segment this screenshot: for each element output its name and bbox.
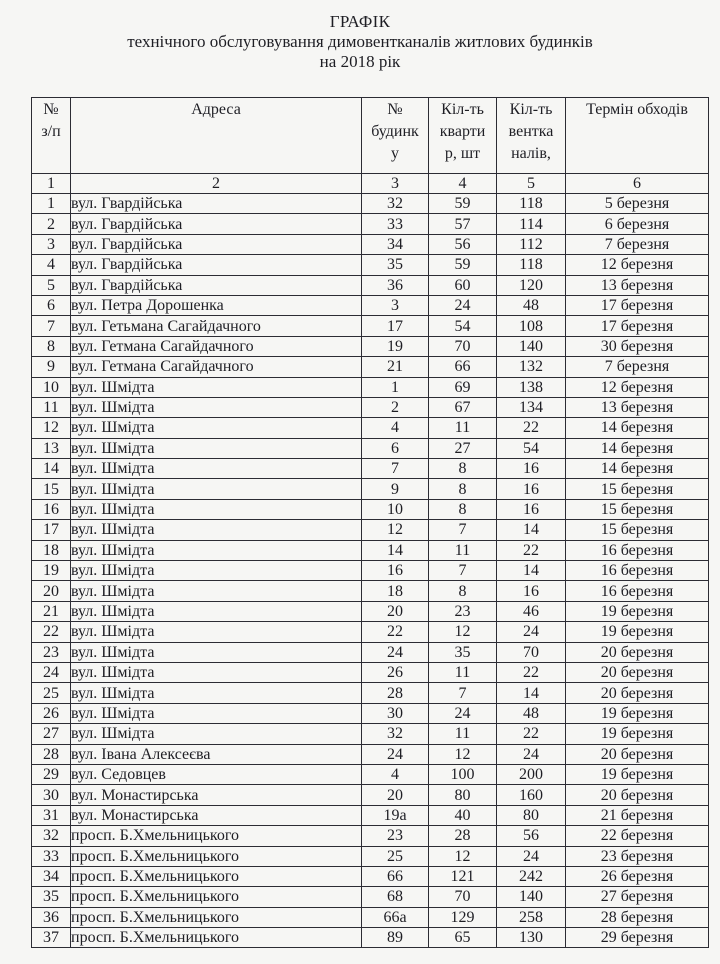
- row-number: 27: [32, 724, 71, 744]
- house-number-cell: 22: [362, 622, 429, 642]
- vent-channels-cell: 14: [497, 520, 566, 540]
- vent-channels-cell: 14: [497, 683, 566, 703]
- inspection-date-cell: 20 березня: [566, 662, 709, 682]
- row-number: 15: [32, 479, 71, 499]
- row-number: 25: [32, 683, 71, 703]
- row-number: 22: [32, 622, 71, 642]
- house-number-cell: 24: [362, 744, 429, 764]
- house-number-cell: 24: [362, 642, 429, 662]
- apartments-cell: 7: [429, 561, 497, 581]
- address-cell: вул. Гвардійська: [71, 214, 362, 234]
- vent-channels-cell: 130: [497, 928, 566, 948]
- apartments-cell: 11: [429, 662, 497, 682]
- address-cell: вул. Шмідта: [71, 397, 362, 417]
- house-number-cell: 30: [362, 703, 429, 723]
- address-cell: просп. Б.Хмельницького: [71, 826, 362, 846]
- apartments-cell: 7: [429, 683, 497, 703]
- row-number: 13: [32, 438, 71, 458]
- vent-channels-cell: 16: [497, 479, 566, 499]
- house-number-cell: 14: [362, 540, 429, 560]
- row-number: 2: [32, 214, 71, 234]
- inspection-date-cell: 26 березня: [566, 866, 709, 886]
- house-number-cell: 28: [362, 683, 429, 703]
- house-number-cell: 16: [362, 561, 429, 581]
- row-number: 8: [32, 336, 71, 356]
- column-number-row: [32, 174, 709, 194]
- house-number-cell: 3: [362, 295, 429, 315]
- apartments-cell: 69: [429, 377, 497, 397]
- house-number-cell: 4: [362, 764, 429, 784]
- header-text: налів,: [511, 145, 551, 162]
- column-number: 4: [429, 174, 497, 194]
- address-cell: вул. Монастирська: [71, 805, 362, 825]
- column-number: 2: [71, 174, 362, 194]
- table-row: [32, 683, 709, 703]
- vent-channels-cell: 24: [497, 744, 566, 764]
- column-number: 3: [362, 174, 429, 194]
- apartments-cell: 7: [429, 520, 497, 540]
- apartments-cell: 54: [429, 316, 497, 336]
- vent-channels-cell: 120: [497, 275, 566, 295]
- vent-channels-cell: 140: [497, 336, 566, 356]
- apartments-cell: 8: [429, 499, 497, 519]
- vent-channels-cell: 14: [497, 561, 566, 581]
- table-row: [32, 479, 709, 499]
- apartments-cell: 12: [429, 846, 497, 866]
- header-text: будинк: [371, 123, 419, 140]
- vent-channels-cell: 258: [497, 907, 566, 927]
- vent-channels-cell: 160: [497, 785, 566, 805]
- table-row: [32, 275, 709, 295]
- inspection-date-cell: 19 березня: [566, 764, 709, 784]
- vent-channels-cell: 24: [497, 622, 566, 642]
- table-row: [32, 785, 709, 805]
- house-number-cell: 23: [362, 826, 429, 846]
- house-number-cell: 4: [362, 418, 429, 438]
- vent-channels-cell: 48: [497, 295, 566, 315]
- apartments-cell: 65: [429, 928, 497, 948]
- address-cell: вул. Шмідта: [71, 540, 362, 560]
- header-text: №: [387, 101, 403, 118]
- apartments-cell: 24: [429, 295, 497, 315]
- table-row: [32, 295, 709, 315]
- document-title: ГРАФІК: [329, 12, 391, 31]
- house-number-cell: 32: [362, 724, 429, 744]
- apartments-cell: 12: [429, 622, 497, 642]
- apartments-cell: 35: [429, 642, 497, 662]
- inspection-date-cell: 30 березня: [566, 336, 709, 356]
- house-number-cell: 10: [362, 499, 429, 519]
- apartments-cell: 8: [429, 459, 497, 479]
- table-row: [32, 662, 709, 682]
- address-cell: вул. Шмідта: [71, 683, 362, 703]
- header-text: №: [43, 101, 59, 118]
- table-row: [32, 194, 709, 214]
- vent-channels-cell: 54: [497, 438, 566, 458]
- column-number: 6: [566, 174, 709, 194]
- inspection-date-cell: 19 березня: [566, 601, 709, 621]
- house-number-cell: 89: [362, 928, 429, 948]
- row-number: 1: [32, 194, 71, 214]
- inspection-date-cell: 13 березня: [566, 275, 709, 295]
- row-number: 31: [32, 805, 71, 825]
- inspection-date-cell: 12 березня: [566, 377, 709, 397]
- document-year: на 2018 рік: [319, 52, 401, 71]
- vent-channels-cell: 134: [497, 397, 566, 417]
- header-vent-channels: [497, 98, 566, 174]
- address-cell: вул. Шмідта: [71, 561, 362, 581]
- inspection-date-cell: 19 березня: [566, 622, 709, 642]
- apartments-cell: 11: [429, 540, 497, 560]
- vent-channels-cell: 200: [497, 764, 566, 784]
- table-body: [32, 194, 709, 948]
- table-row: [32, 459, 709, 479]
- header-row: [32, 98, 709, 174]
- address-cell: просп. Б.Хмельницького: [71, 866, 362, 886]
- header-text: Кіл-ть: [441, 101, 484, 118]
- apartments-cell: 70: [429, 887, 497, 907]
- inspection-date-cell: 21 березня: [566, 805, 709, 825]
- address-cell: вул. Шмідта: [71, 581, 362, 601]
- row-number: 23: [32, 642, 71, 662]
- apartments-cell: 121: [429, 866, 497, 886]
- vent-channels-cell: 112: [497, 234, 566, 254]
- apartments-cell: 59: [429, 255, 497, 275]
- house-number-cell: 17: [362, 316, 429, 336]
- row-number: 37: [32, 928, 71, 948]
- address-cell: вул. Шмідта: [71, 418, 362, 438]
- address-cell: вул. Шмідта: [71, 377, 362, 397]
- inspection-date-cell: 16 березня: [566, 581, 709, 601]
- table-row: [32, 601, 709, 621]
- document-title-block: [0, 12, 720, 72]
- house-number-cell: 7: [362, 459, 429, 479]
- row-number: 35: [32, 887, 71, 907]
- address-cell: вул. Гетьмана Сагайдачного: [71, 316, 362, 336]
- inspection-date-cell: 7 березня: [566, 234, 709, 254]
- row-number: 19: [32, 561, 71, 581]
- apartments-cell: 56: [429, 234, 497, 254]
- address-cell: вул. Гетмана Сагайдачного: [71, 357, 362, 377]
- row-number: 36: [32, 907, 71, 927]
- vent-channels-cell: 140: [497, 887, 566, 907]
- house-number-cell: 12: [362, 520, 429, 540]
- row-number: 21: [32, 601, 71, 621]
- header-text: у: [391, 145, 399, 162]
- address-cell: вул. Шмідта: [71, 438, 362, 458]
- address-cell: вул. Монастирська: [71, 785, 362, 805]
- table-row: [32, 907, 709, 927]
- apartments-cell: 8: [429, 479, 497, 499]
- address-cell: вул. Гвардійська: [71, 194, 362, 214]
- apartments-cell: 70: [429, 336, 497, 356]
- apartments-cell: 60: [429, 275, 497, 295]
- inspection-date-cell: 20 березня: [566, 785, 709, 805]
- house-number-cell: 1: [362, 377, 429, 397]
- apartments-cell: 28: [429, 826, 497, 846]
- vent-channels-cell: 22: [497, 724, 566, 744]
- header-apartments: [429, 98, 497, 174]
- header-text: з/п: [41, 123, 61, 140]
- inspection-date-cell: 13 березня: [566, 397, 709, 417]
- vent-channels-cell: 114: [497, 214, 566, 234]
- house-number-cell: 20: [362, 601, 429, 621]
- vent-channels-cell: 24: [497, 846, 566, 866]
- address-cell: вул. Гетмана Сагайдачного: [71, 336, 362, 356]
- row-number: 33: [32, 846, 71, 866]
- row-number: 26: [32, 703, 71, 723]
- address-cell: просп. Б.Хмельницького: [71, 928, 362, 948]
- table-row: [32, 214, 709, 234]
- row-number: 14: [32, 459, 71, 479]
- address-cell: вул. Шмідта: [71, 499, 362, 519]
- inspection-date-cell: 5 березня: [566, 194, 709, 214]
- header-house-number: [362, 98, 429, 174]
- row-number: 17: [32, 520, 71, 540]
- address-cell: вул. Седовцев: [71, 764, 362, 784]
- row-number: 30: [32, 785, 71, 805]
- apartments-cell: 129: [429, 907, 497, 927]
- table-row: [32, 540, 709, 560]
- row-number: 4: [32, 255, 71, 275]
- address-cell: вул. Шмідта: [71, 459, 362, 479]
- row-number: 10: [32, 377, 71, 397]
- apartments-cell: 66: [429, 357, 497, 377]
- inspection-date-cell: 19 березня: [566, 703, 709, 723]
- address-cell: вул. Шмідта: [71, 479, 362, 499]
- table-row: [32, 826, 709, 846]
- table-row: [32, 805, 709, 825]
- header-row-number: [32, 98, 71, 174]
- apartments-cell: 57: [429, 214, 497, 234]
- table-row: [32, 744, 709, 764]
- header-address: Адреса: [71, 98, 362, 174]
- table-row: [32, 377, 709, 397]
- address-cell: вул. Шмідта: [71, 601, 362, 621]
- vent-channels-cell: 118: [497, 194, 566, 214]
- house-number-cell: 9: [362, 479, 429, 499]
- vent-channels-cell: 56: [497, 826, 566, 846]
- address-cell: просп. Б.Хмельницького: [71, 846, 362, 866]
- house-number-cell: 6: [362, 438, 429, 458]
- vent-channels-cell: 46: [497, 601, 566, 621]
- row-number: 20: [32, 581, 71, 601]
- header-text: р, шт: [444, 145, 481, 162]
- vent-channels-cell: 16: [497, 459, 566, 479]
- header-text: кварти: [439, 123, 486, 140]
- row-number: 12: [32, 418, 71, 438]
- table-row: [32, 438, 709, 458]
- address-cell: вул. Шмідта: [71, 724, 362, 744]
- table-row: [32, 561, 709, 581]
- vent-channels-cell: 22: [497, 540, 566, 560]
- apartments-cell: 12: [429, 744, 497, 764]
- house-number-cell: 19а: [362, 805, 429, 825]
- apartments-cell: 24: [429, 703, 497, 723]
- house-number-cell: 21: [362, 357, 429, 377]
- house-number-cell: 20: [362, 785, 429, 805]
- table-row: [32, 316, 709, 336]
- address-cell: вул. Шмідта: [71, 642, 362, 662]
- inspection-date-cell: 22 березня: [566, 826, 709, 846]
- address-cell: вул. Шмідта: [71, 662, 362, 682]
- inspection-date-cell: 20 березня: [566, 642, 709, 662]
- header-inspection-date: Термін обходів: [566, 98, 709, 174]
- inspection-date-cell: 20 березня: [566, 744, 709, 764]
- row-number: 11: [32, 397, 71, 417]
- house-number-cell: 19: [362, 336, 429, 356]
- table-row: [32, 642, 709, 662]
- inspection-date-cell: 15 березня: [566, 520, 709, 540]
- table-row: [32, 357, 709, 377]
- table-row: [32, 866, 709, 886]
- vent-channels-cell: 80: [497, 805, 566, 825]
- table-row: [32, 928, 709, 948]
- maintenance-schedule-table: [31, 97, 709, 948]
- header-text: Кіл-ть: [509, 101, 553, 118]
- inspection-date-cell: 28 березня: [566, 907, 709, 927]
- apartments-cell: 11: [429, 724, 497, 744]
- table-row: [32, 764, 709, 784]
- inspection-date-cell: 14 березня: [566, 459, 709, 479]
- table-row: [32, 703, 709, 723]
- inspection-date-cell: 29 березня: [566, 928, 709, 948]
- inspection-date-cell: 7 березня: [566, 357, 709, 377]
- column-number: 5: [497, 174, 566, 194]
- vent-channels-cell: 22: [497, 662, 566, 682]
- inspection-date-cell: 16 березня: [566, 540, 709, 560]
- table-row: [32, 336, 709, 356]
- house-number-cell: 26: [362, 662, 429, 682]
- house-number-cell: 18: [362, 581, 429, 601]
- row-number: 7: [32, 316, 71, 336]
- address-cell: вул. Шмідта: [71, 703, 362, 723]
- row-number: 3: [32, 234, 71, 254]
- row-number: 5: [32, 275, 71, 295]
- apartments-cell: 80: [429, 785, 497, 805]
- header-text: вентка: [508, 123, 554, 140]
- vent-channels-cell: 16: [497, 499, 566, 519]
- row-number: 34: [32, 866, 71, 886]
- address-cell: вул. Гвардійська: [71, 255, 362, 275]
- table-row: [32, 581, 709, 601]
- inspection-date-cell: 20 березня: [566, 683, 709, 703]
- house-number-cell: 32: [362, 194, 429, 214]
- address-cell: просп. Б.Хмельницького: [71, 887, 362, 907]
- document-subtitle: технічного обслуговування димовентканалів житлових будинків: [127, 32, 593, 51]
- house-number-cell: 33: [362, 214, 429, 234]
- apartments-cell: 59: [429, 194, 497, 214]
- address-cell: вул. Шмідта: [71, 622, 362, 642]
- vent-channels-cell: 138: [497, 377, 566, 397]
- inspection-date-cell: 19 березня: [566, 724, 709, 744]
- row-number: 6: [32, 295, 71, 315]
- row-number: 9: [32, 357, 71, 377]
- table-row: [32, 418, 709, 438]
- inspection-date-cell: 15 березня: [566, 479, 709, 499]
- table-row: [32, 622, 709, 642]
- house-number-cell: 68: [362, 887, 429, 907]
- table-row: [32, 520, 709, 540]
- inspection-date-cell: 17 березня: [566, 316, 709, 336]
- apartments-cell: 11: [429, 418, 497, 438]
- table-row: [32, 397, 709, 417]
- vent-channels-cell: 48: [497, 703, 566, 723]
- inspection-date-cell: 14 березня: [566, 418, 709, 438]
- house-number-cell: 66: [362, 866, 429, 886]
- house-number-cell: 34: [362, 234, 429, 254]
- inspection-date-cell: 27 березня: [566, 887, 709, 907]
- inspection-date-cell: 6 березня: [566, 214, 709, 234]
- vent-channels-cell: 22: [497, 418, 566, 438]
- inspection-date-cell: 16 березня: [566, 561, 709, 581]
- table-row: [32, 887, 709, 907]
- table-row: [32, 724, 709, 744]
- vent-channels-cell: 132: [497, 357, 566, 377]
- row-number: 29: [32, 764, 71, 784]
- apartments-cell: 67: [429, 397, 497, 417]
- address-cell: вул. Івана Алексеєва: [71, 744, 362, 764]
- apartments-cell: 23: [429, 601, 497, 621]
- house-number-cell: 35: [362, 255, 429, 275]
- house-number-cell: 66а: [362, 907, 429, 927]
- inspection-date-cell: 12 березня: [566, 255, 709, 275]
- apartments-cell: 100: [429, 764, 497, 784]
- table-row: [32, 846, 709, 866]
- vent-channels-cell: 70: [497, 642, 566, 662]
- inspection-date-cell: 17 березня: [566, 295, 709, 315]
- house-number-cell: 25: [362, 846, 429, 866]
- inspection-date-cell: 15 березня: [566, 499, 709, 519]
- vent-channels-cell: 118: [497, 255, 566, 275]
- inspection-date-cell: 14 березня: [566, 438, 709, 458]
- row-number: 32: [32, 826, 71, 846]
- apartments-cell: 27: [429, 438, 497, 458]
- row-number: 18: [32, 540, 71, 560]
- house-number-cell: 2: [362, 397, 429, 417]
- row-number: 28: [32, 744, 71, 764]
- column-number: 1: [32, 174, 71, 194]
- vent-channels-cell: 108: [497, 316, 566, 336]
- address-cell: просп. Б.Хмельницького: [71, 907, 362, 927]
- address-cell: вул. Гвардійська: [71, 275, 362, 295]
- house-number-cell: 36: [362, 275, 429, 295]
- apartments-cell: 8: [429, 581, 497, 601]
- table-row: [32, 234, 709, 254]
- vent-channels-cell: 16: [497, 581, 566, 601]
- table-row: [32, 255, 709, 275]
- table-row: [32, 499, 709, 519]
- address-cell: вул. Шмідта: [71, 520, 362, 540]
- apartments-cell: 40: [429, 805, 497, 825]
- inspection-date-cell: 23 березня: [566, 846, 709, 866]
- address-cell: вул. Гвардійська: [71, 234, 362, 254]
- address-cell: вул. Петра Дорошенка: [71, 295, 362, 315]
- row-number: 16: [32, 499, 71, 519]
- vent-channels-cell: 242: [497, 866, 566, 886]
- row-number: 24: [32, 662, 71, 682]
